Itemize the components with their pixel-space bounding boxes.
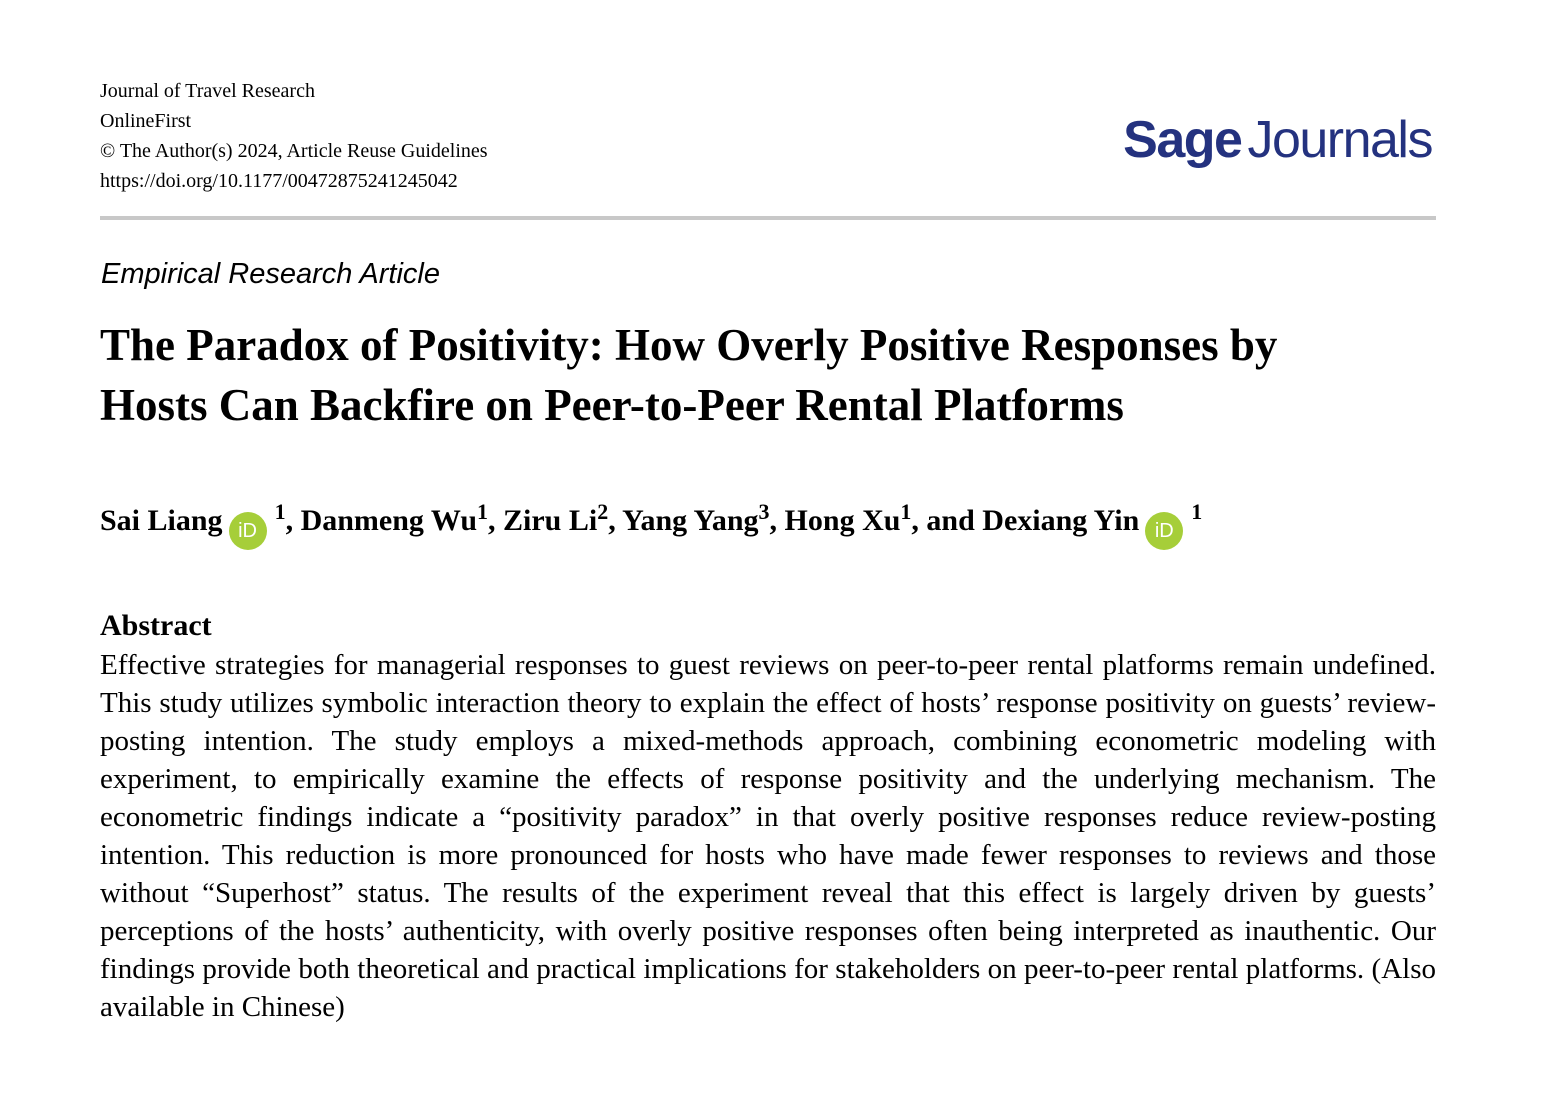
author-separator: , [488, 504, 504, 537]
doi-link[interactable]: https://doi.org/10.1177/00472875241245042 [100, 170, 458, 192]
affiliation-marker[interactable]: 1 [274, 499, 286, 524]
author-separator: , [285, 504, 301, 537]
orcid-icon[interactable]: iD [1145, 512, 1183, 550]
header-divider [100, 216, 1436, 220]
publication-status: OnlineFirst [100, 110, 192, 132]
author-separator: , and [911, 504, 983, 537]
journal-name[interactable]: Journal of Travel Research [100, 80, 315, 102]
author-name[interactable]: Sai Liang [100, 504, 223, 537]
abstract-heading: Abstract [100, 609, 212, 642]
copyright-line[interactable]: © The Author(s) 2024, Article Reuse Guidelines [100, 140, 488, 162]
affiliation-marker[interactable]: 1 [900, 499, 912, 524]
article-title [100, 315, 1440, 435]
affiliation-marker[interactable]: 3 [758, 499, 770, 524]
author-name[interactable]: Dexiang Yin [982, 504, 1140, 537]
logo-journals-text: Journals [1247, 111, 1432, 169]
journal-header [100, 76, 1436, 206]
abstract-text: Effective strategies for managerial responses to guest reviews on peer-to-peer rental platforms remain undefined. This study utilizes symbolic interaction theory to explain the effect of hosts’ response positivity on guests’ review-posting intention. The study employs a mixed-methods approach, combining econometric modeling with experiment, to empirically examine the effects of response positivity and the underlying mechanism. The econometric findings indicate a “positivity paradox” in that overly positive responses reduce review-posting intention. This reduction is more pronounced for hosts who have made fewer responses to reviews and those without “Superhost” status. The results of the experiment reveal that this effect is largely driven by guests’ perceptions of the hosts’ authenticity, with overly positive responses often being interpreted as inauthentic. Our findings provide both theoretical and practical implications for stakeholders on peer-to-peer rental platforms. (Also available in Chinese) [100, 649, 1436, 1023]
title-line-2: Hosts Can Backfire on Peer-to-Peer Rental Platforms [100, 380, 1124, 430]
orcid-icon[interactable]: iD [229, 512, 267, 550]
author-separator: , [769, 504, 785, 537]
affiliation-marker[interactable]: 2 [597, 499, 609, 524]
title-line-1: The Paradox of Positivity: How Overly Positive Responses by [100, 320, 1278, 370]
author-name[interactable]: Yang Yang [622, 504, 759, 537]
author-name[interactable]: Hong Xu [784, 504, 901, 537]
author-list [100, 498, 1202, 550]
affiliation-marker[interactable]: 1 [1191, 499, 1203, 524]
sage-journals-logo[interactable] [1123, 110, 1432, 170]
journal-metadata [100, 76, 488, 196]
author-separator: , [608, 504, 623, 537]
logo-sage-text: Sage [1123, 111, 1242, 169]
article-type: Empirical Research Article [101, 258, 440, 290]
author-name[interactable]: Ziru Li [503, 504, 598, 537]
author-name[interactable]: Danmeng Wu [300, 504, 478, 537]
affiliation-marker[interactable]: 1 [477, 499, 489, 524]
